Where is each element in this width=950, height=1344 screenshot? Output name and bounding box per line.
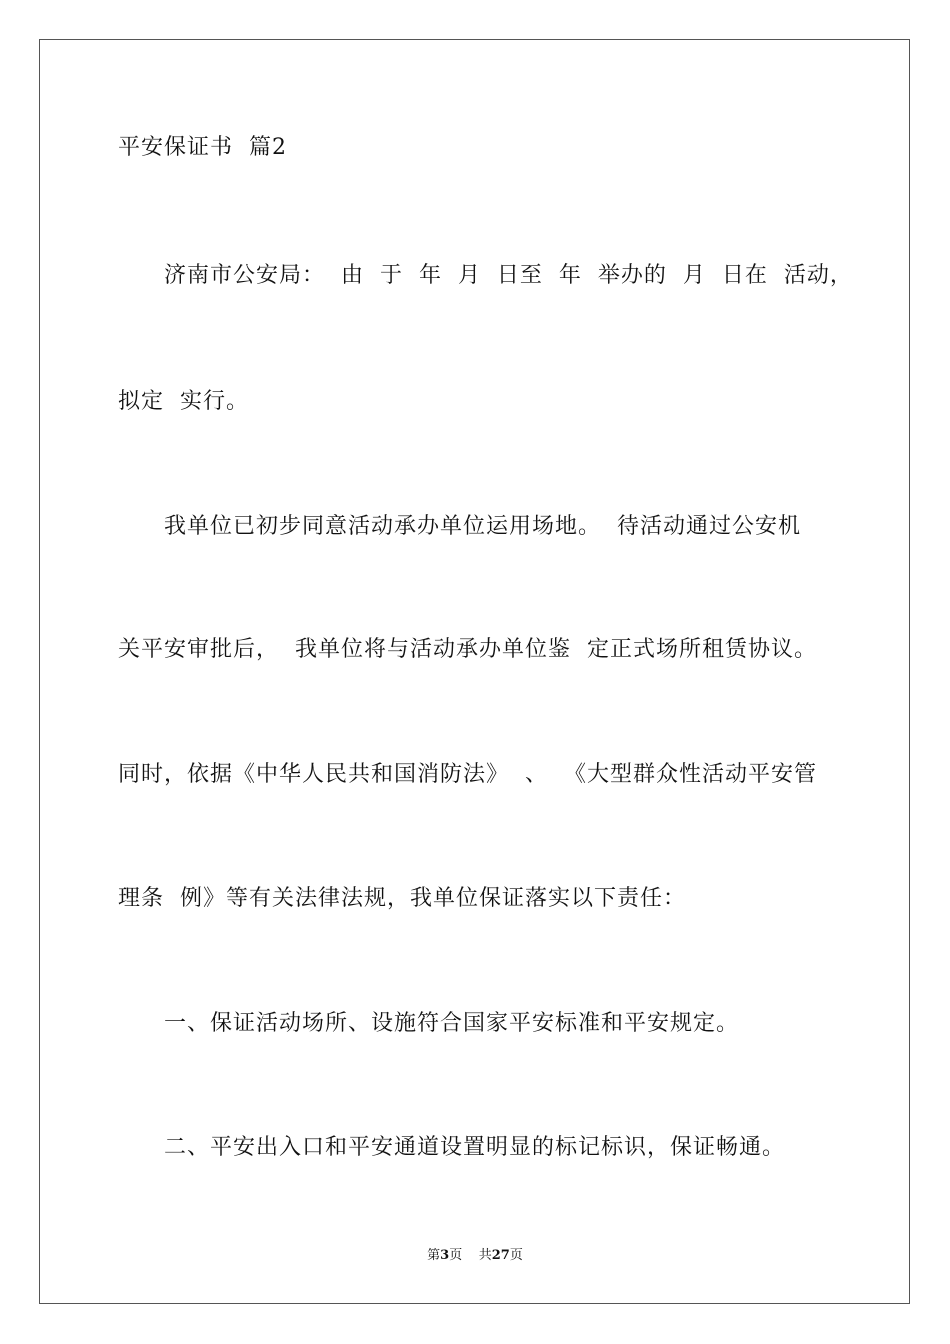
paragraph-line-2: 拟定 实行。: [118, 389, 249, 414]
paragraph-line-3: 我单位已初步同意活动承办单位运用场地。 待活动通过公安机: [164, 514, 801, 539]
footer-total-prefix: 共: [478, 1248, 492, 1263]
paragraph-line-1: 济南市公安局： 由 于 年 月 日至 年 举办的 月 日在 活动，: [164, 263, 853, 288]
paragraph-line-6: 理条 例》等有关法律法规，我单位保证落实以下责任：: [118, 886, 686, 911]
footer-page-number: 3: [440, 1248, 450, 1263]
footer-total-pages: 27: [491, 1248, 510, 1263]
page-frame: [39, 39, 910, 1304]
footer-page-suffix: 页: [449, 1248, 463, 1263]
paragraph-line-4: 关平安审批后， 我单位将与活动承办单位鉴 定正式场所租赁协议。: [118, 637, 817, 662]
paragraph-line-5: 同时，依据《中华人民共和国消防法》 、 《大型群众性活动平安管: [118, 762, 817, 787]
list-item-2: 二、平安出入口和平安通道设置明显的标记标识，保证畅通。: [164, 1135, 786, 1160]
document-heading: 平安保证书 篇2: [118, 135, 287, 160]
page-footer: [0, 1248, 950, 1264]
footer-prefix: 第: [427, 1248, 441, 1263]
footer-total-suffix: 页: [509, 1248, 523, 1263]
list-item-1: 一、保证活动场所、设施符合国家平安标准和平安规定。: [164, 1011, 740, 1036]
